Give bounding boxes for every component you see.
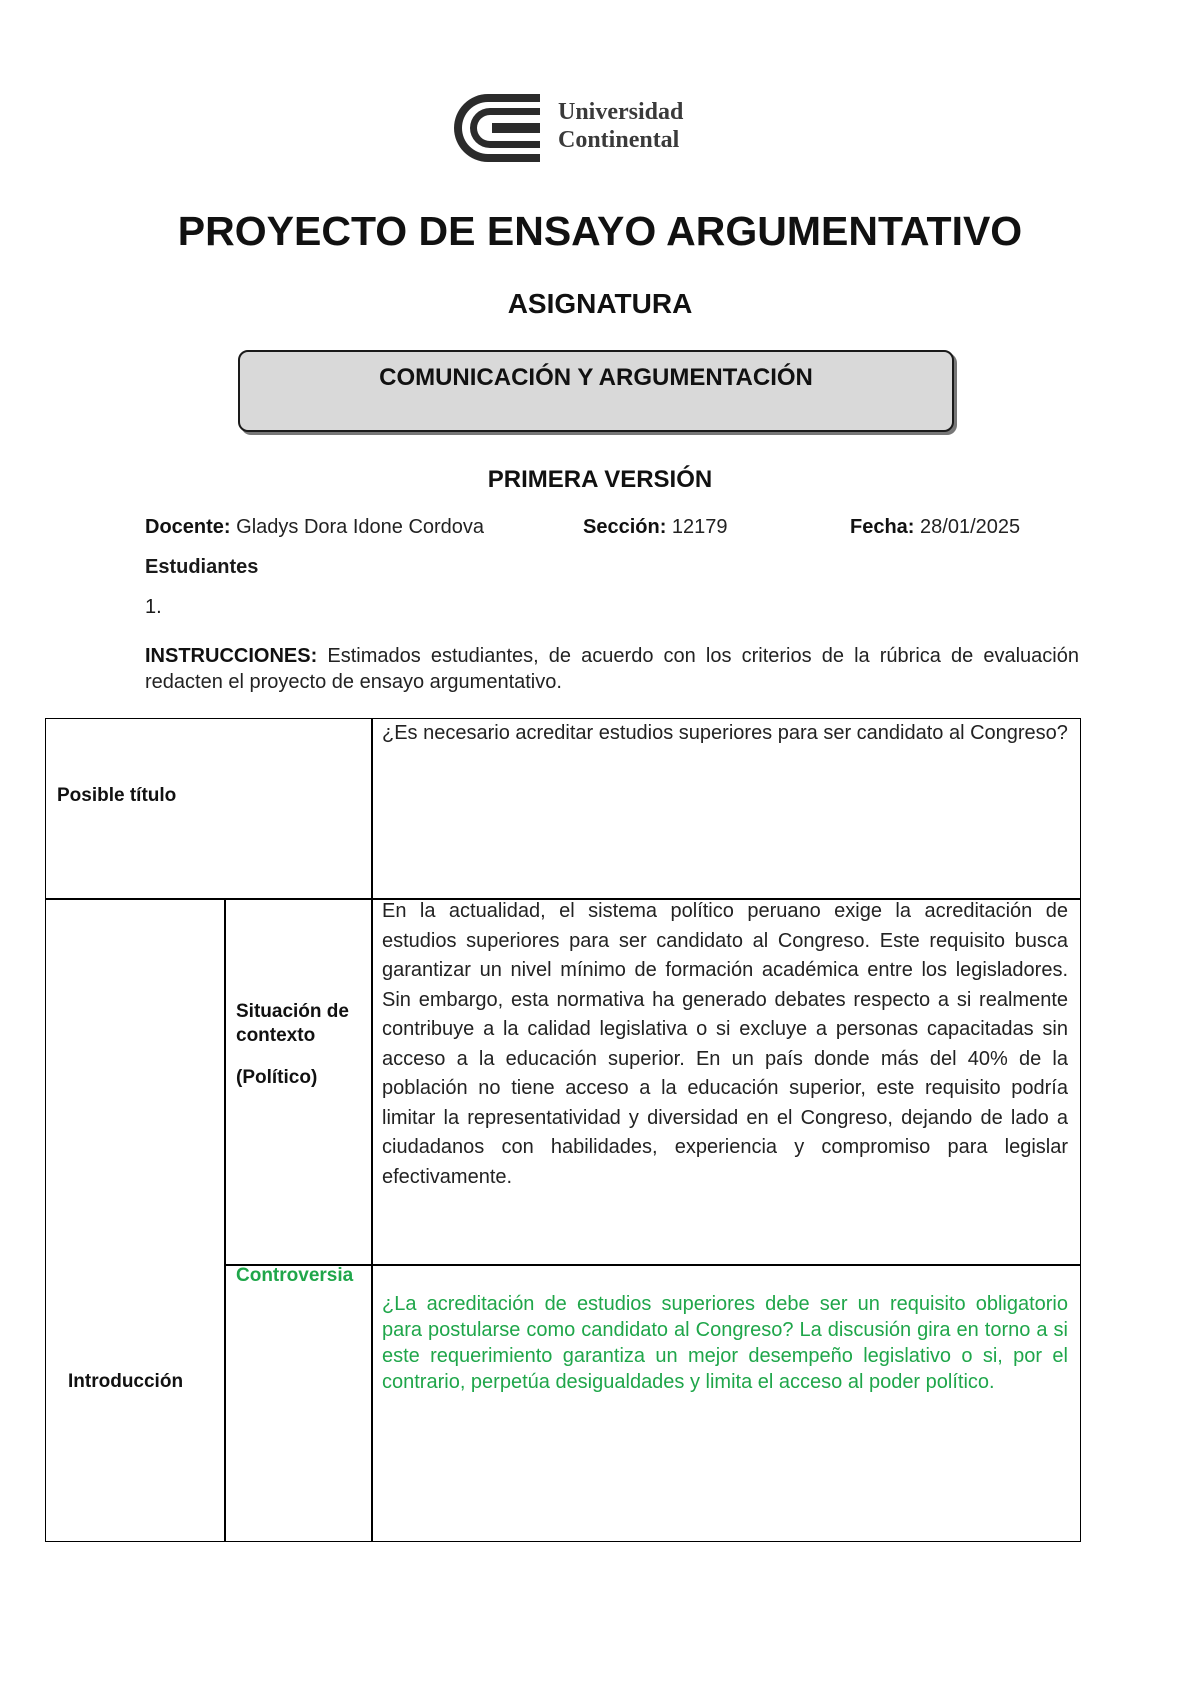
teacher-value: Gladys Dora Idone Cordova bbox=[236, 516, 485, 538]
context-type-label: (Político) bbox=[236, 1067, 318, 1088]
course-name: COMUNICACIÓN Y ARGUMENTACIÓN bbox=[379, 364, 813, 391]
title-row-label: Posible título bbox=[57, 785, 177, 806]
university-logo bbox=[440, 88, 720, 168]
date-value: 28/01/2025 bbox=[920, 516, 1021, 538]
subject-heading: ASIGNATURA bbox=[507, 288, 693, 319]
section-field bbox=[583, 516, 728, 539]
course-name-box bbox=[238, 350, 954, 432]
controversy-text: ¿La acreditación de estudios superiores debe ser un requisito obligatorio para postularse como candidato al Congreso? La discusión gira en torno a si este requerimiento garantiza un mejor desempeño legislativo o si, por el contrario, perpetúa desigualdades y limita el acceso al poder político. bbox=[382, 1293, 1068, 1393]
version-heading: PRIMERA VERSIÓN bbox=[487, 466, 713, 493]
section-value: 12179 bbox=[671, 516, 728, 538]
intro-label: Introducción bbox=[68, 1371, 184, 1392]
column-divider bbox=[224, 898, 226, 1541]
date-label: Fecha: bbox=[850, 516, 915, 538]
students-label: Estudiantes bbox=[145, 556, 259, 578]
instructions-text: Estimados estudiantes, de acuerdo con los criterios de la rúbrica de evaluación redacten el proyecto de ensayo argumentativo. bbox=[145, 645, 1079, 693]
teacher-field bbox=[145, 516, 484, 539]
logo-c-mark-icon bbox=[440, 88, 550, 168]
instructions-paragraph bbox=[145, 643, 1079, 695]
context-text: En la actualidad, el sistema político peruano exige la acreditación de estudios superiores para ser candidato al Congreso. Este requisito busca garantizar un nivel mínimo de formación académica entre los legisladores. Sin embargo, esta normativa ha generado debates respecto a si realmente contribuye a la calidad legislativa o si excluye a personas capacitadas sin acceso a la educación superior. En un país donde más del 40% de la población no tiene acceso a la educación superior, este requisito podría limitar la representatividad y diversidad en el Congreso, dejando de lado a ciudadanos con habilidades, experiencia y compromiso para legislar efectivamente. bbox=[382, 900, 1068, 1188]
controversy-label: Controversia bbox=[236, 1265, 354, 1286]
context-label bbox=[236, 1000, 364, 1090]
logo-line-1: Universidad bbox=[558, 99, 684, 125]
date-field bbox=[850, 516, 1020, 539]
context-label-line: Situación de contexto bbox=[236, 1001, 349, 1046]
essay-table bbox=[45, 718, 1081, 1542]
title-row-text: ¿Es necesario acreditar estudios superiores para ser candidato al Congreso? bbox=[382, 722, 1068, 744]
teacher-label: Docente: bbox=[145, 516, 231, 538]
instructions-label: INSTRUCCIONES: bbox=[145, 645, 318, 667]
column-divider bbox=[371, 719, 373, 1541]
logo-wordmark bbox=[558, 98, 683, 154]
section-label: Sección: bbox=[583, 516, 667, 538]
logo-line-2: Continental bbox=[558, 127, 680, 153]
document-title: PROYECTO DE ENSAYO ARGUMENTATIVO bbox=[177, 208, 1023, 254]
student-item: 1. bbox=[145, 596, 162, 618]
